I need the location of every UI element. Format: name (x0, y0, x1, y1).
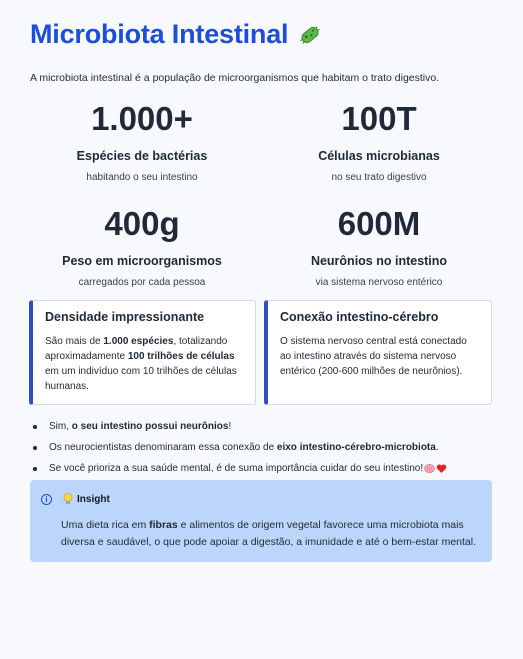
bullet-list (30, 416, 447, 479)
stat-label: Espécies de bactérias (76, 149, 208, 163)
list-item: Os neurocientistas denominaram essa conexão de eixo intestino-cérebro-microbiota. (30, 437, 447, 458)
stat-weight (27, 206, 257, 288)
card-text: São mais de 1.000 espécies, totalizando aproximadamente 100 trilhões de células em um indivíduo com 10 trilhões de células humanas. (45, 336, 237, 392)
card-density (29, 300, 256, 405)
stat-description: via sistema nervoso entérico (315, 277, 443, 288)
bullet-dot (33, 467, 37, 471)
card-gut-brain (264, 300, 492, 405)
stat-value: 1.000+ (91, 100, 193, 137)
card-title: Densidade impressionante (45, 310, 205, 324)
lightbulb-icon (61, 492, 75, 506)
stat-neurons (264, 206, 494, 288)
bullet-dot (33, 446, 37, 450)
card-title: Conexão intestino-cérebro (280, 310, 439, 324)
insight-box (30, 480, 492, 562)
heart-icon (436, 463, 447, 474)
title-row (30, 19, 324, 50)
list-item: Sim, o seu intestino possui neurônios! (30, 416, 447, 437)
card-text: O sistema nervoso central está conectado ao intestino através do sistema nervoso entérico (200-600 milhões de neurônios). (280, 336, 467, 377)
intro-text: A microbiota intestinal é a população de microorganismos que habitam o trato digestivo. (30, 72, 440, 84)
insight-text: Uma dieta rica em fibras e alimentos de origem vegetal favorece uma microbiota mais diversa e saudável, o que pode apoiar a digestão, a imunidade e até o bem-estar mental. (61, 519, 477, 548)
stat-label: Neurônios no intestino (310, 254, 448, 268)
brain-icon (424, 463, 435, 474)
stat-value: 600M (337, 205, 421, 242)
bullet-dot (33, 425, 37, 429)
stat-description: habitando o seu intestino (86, 172, 198, 183)
insight-title: Insight (77, 494, 110, 505)
stat-label: Células microbianas (318, 149, 440, 163)
stat-species (27, 101, 257, 183)
info-icon: i (41, 494, 52, 505)
stat-cells (264, 101, 494, 183)
microbe-icon (296, 21, 324, 49)
list-item: Se você prioriza a sua saúde mental, é de suma importância cuidar do seu intestino! (30, 458, 447, 479)
stat-value: 400g (104, 205, 180, 242)
stat-description: no seu trato digestivo (331, 172, 427, 183)
stat-description: carregados por cada pessoa (78, 277, 206, 288)
page-title: Microbiota Intestinal (30, 19, 289, 49)
stat-value: 100T (341, 100, 417, 137)
stat-label: Peso em microorganismos (62, 254, 222, 268)
